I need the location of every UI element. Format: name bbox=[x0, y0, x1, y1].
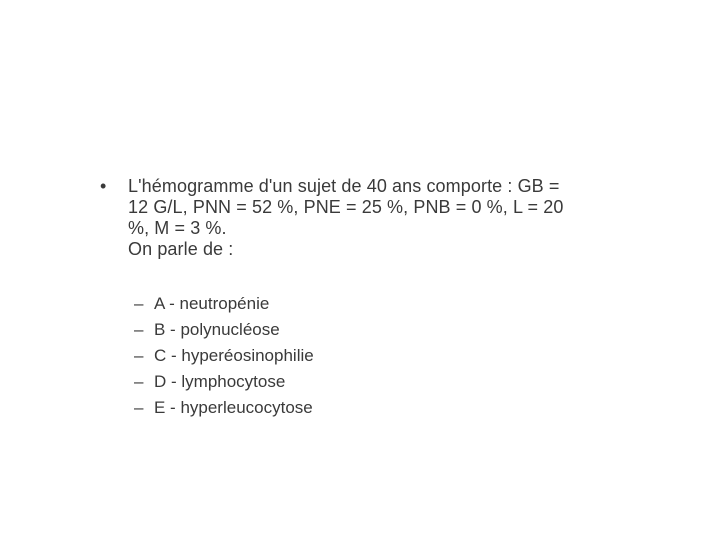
dash-icon: – bbox=[134, 398, 144, 417]
dash-icon: – bbox=[134, 294, 144, 313]
question-stem-line: L'hémogramme d'un sujet de 40 ans comporte : GB = bbox=[128, 176, 560, 196]
question-stem-line: %, M = 3 %. bbox=[128, 218, 227, 238]
option-c bbox=[134, 343, 314, 369]
option-label: B - polynucléose bbox=[154, 320, 280, 339]
answer-options bbox=[134, 291, 314, 421]
question-stem bbox=[128, 176, 608, 260]
question-prompt: On parle de : bbox=[128, 239, 234, 259]
option-label: E - hyperleucocytose bbox=[154, 398, 313, 417]
question-bullet-item bbox=[100, 176, 620, 260]
dash-icon: – bbox=[134, 320, 144, 339]
option-d bbox=[134, 369, 314, 395]
dash-icon: – bbox=[134, 372, 144, 391]
question-block bbox=[100, 176, 620, 260]
option-label: A - neutropénie bbox=[154, 294, 270, 313]
option-label: D - lymphocytose bbox=[154, 372, 286, 391]
option-a bbox=[134, 291, 314, 317]
dash-icon: – bbox=[134, 346, 144, 365]
option-label: C - hyperéosinophilie bbox=[154, 346, 314, 365]
bullet-icon: • bbox=[100, 176, 107, 196]
option-e bbox=[134, 395, 314, 421]
question-stem-line: 12 G/L, PNN = 52 %, PNE = 25 %, PNB = 0 %, L = 20 bbox=[128, 197, 564, 217]
option-b bbox=[134, 317, 314, 343]
